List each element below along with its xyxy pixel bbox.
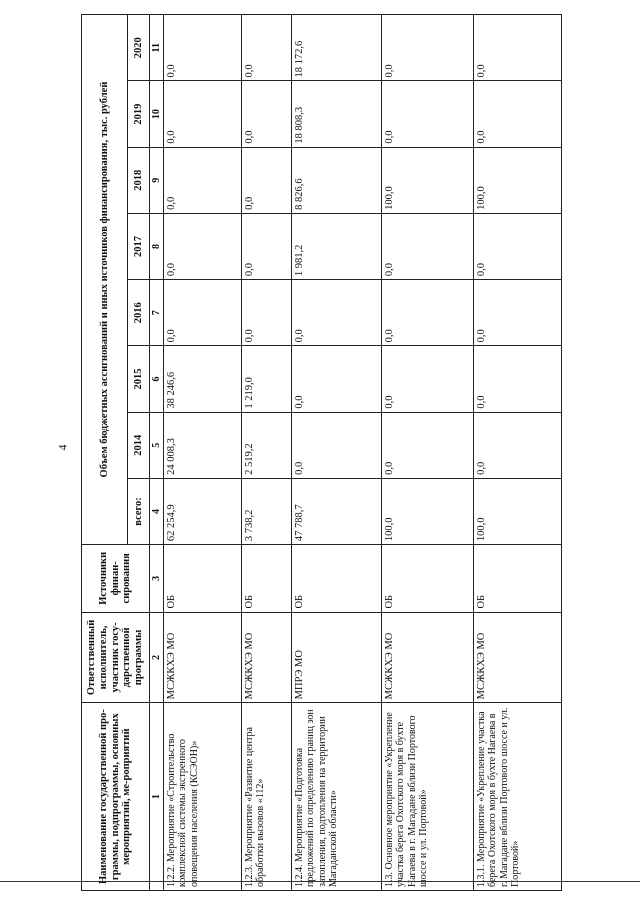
row-executor: МСЖКХЭ МО	[242, 612, 292, 703]
row-value: 1 981,2	[292, 213, 382, 279]
row-value: 0,0	[164, 147, 242, 213]
table-row	[292, 15, 382, 891]
header-executor: Ответственный исполнитель, участник госу-дарственной программы	[82, 612, 150, 703]
row-value: 1 219,0	[242, 346, 292, 412]
row-value: 0,0	[292, 346, 382, 412]
row-value-total: 47 788,7	[292, 478, 382, 544]
header-name: Наименование государственной про-граммы, подпрограммы, основных мероприятий, ме-роприятий	[82, 703, 150, 891]
header-year: 2015	[128, 346, 150, 412]
row-value: 0,0	[242, 15, 292, 81]
row-value: 24 008,3	[164, 412, 242, 478]
page-bottom-rule	[0, 881, 640, 882]
row-value: 0,0	[292, 412, 382, 478]
row-value: 0,0	[164, 81, 242, 147]
row-executor: МСЖКХЭ МО	[474, 612, 562, 703]
table-row	[382, 15, 474, 891]
row-value: 0,0	[382, 412, 474, 478]
row-value: 0,0	[242, 81, 292, 147]
header-total: всего:	[128, 478, 150, 544]
header-year: 2019	[128, 81, 150, 147]
row-name: 1.2.2. Мероприятие «Строительство комплексной системы экстренного оповещения населения (КСЭОН)»	[164, 703, 242, 891]
row-value: 0,0	[382, 81, 474, 147]
row-value: 0,0	[474, 81, 562, 147]
header-year: 2016	[128, 280, 150, 346]
row-source: ОБ	[164, 545, 242, 612]
header-volume: Объем бюджетных ассигнований и иных источников финансирования, тыс. рублей	[82, 15, 128, 545]
column-number: 3	[150, 545, 164, 612]
row-value-total: 100,0	[474, 478, 562, 544]
column-number: 1	[150, 703, 164, 891]
row-value: 0,0	[292, 280, 382, 346]
column-number: 5	[150, 412, 164, 478]
header-year: 2017	[128, 213, 150, 279]
row-executor: МСЖКХЭ МО	[382, 612, 474, 703]
row-value: 0,0	[164, 280, 242, 346]
column-number-row	[150, 15, 164, 891]
row-executor: МПРЭ МО	[292, 612, 382, 703]
row-value: 0,0	[382, 15, 474, 81]
row-value: 0,0	[164, 15, 242, 81]
row-value: 0,0	[474, 15, 562, 81]
row-value: 100,0	[474, 147, 562, 213]
row-value-total: 3 738,2	[242, 478, 292, 544]
column-number: 8	[150, 213, 164, 279]
row-value: 0,0	[474, 280, 562, 346]
row-value: 0,0	[474, 213, 562, 279]
row-source: ОБ	[292, 545, 382, 612]
row-value: 0,0	[382, 346, 474, 412]
row-value: 0,0	[382, 213, 474, 279]
row-value-total: 100,0	[382, 478, 474, 544]
row-value-total: 62 254,9	[164, 478, 242, 544]
row-value: 0,0	[242, 280, 292, 346]
column-number: 7	[150, 280, 164, 346]
row-value: 2 519,2	[242, 412, 292, 478]
row-source: ОБ	[474, 545, 562, 612]
column-number: 6	[150, 346, 164, 412]
row-value: 0,0	[474, 346, 562, 412]
page-number: 4	[55, 444, 70, 451]
row-executor: МСЖКХЭ МО	[164, 612, 242, 703]
financing-table	[81, 14, 562, 891]
column-number: 2	[150, 612, 164, 703]
row-source: ОБ	[242, 545, 292, 612]
row-value: 18 808,3	[292, 81, 382, 147]
row-value: 0,0	[382, 280, 474, 346]
row-source: ОБ	[382, 545, 474, 612]
column-number: 10	[150, 81, 164, 147]
header-year: 2018	[128, 147, 150, 213]
column-number: 9	[150, 147, 164, 213]
row-value: 0,0	[164, 213, 242, 279]
row-value: 8 826,6	[292, 147, 382, 213]
column-number: 4	[150, 478, 164, 544]
header-row-1	[82, 15, 128, 891]
row-name: 1.3. Основное мероприятие «Укрепление участка берега Охотского моря в бухте Нагаева в г. Магадане вблизи Портового шоссе и ул. Портовой»	[382, 703, 474, 891]
row-name: 1.3.1. Мероприятие «Укрепление участка берега Охотского моря в бухте Нагаева в г. Магадане вблизи Портового шоссе и ул. Портовой»	[474, 703, 562, 891]
header-source: Источники финан-сирования	[82, 545, 150, 612]
row-value: 38 246,6	[164, 346, 242, 412]
row-value: 0,0	[242, 147, 292, 213]
table-row	[474, 15, 562, 891]
table-row	[164, 15, 242, 891]
table-row	[242, 15, 292, 891]
header-year: 2020	[128, 15, 150, 81]
row-value: 18 172,6	[292, 15, 382, 81]
row-value: 0,0	[242, 213, 292, 279]
row-value: 0,0	[474, 412, 562, 478]
row-name: 1.2.3. Мероприятие «Развитие центра обработки вызовов «112»	[242, 703, 292, 891]
row-name: 1.2.4. Мероприятие «Подготовка предложений по определению границ зон затопления, подтопления на территории Магаданской области»	[292, 703, 382, 891]
column-number: 11	[150, 15, 164, 81]
header-year: 2014	[128, 412, 150, 478]
rotated-table-container	[81, 14, 561, 891]
row-value: 100,0	[382, 147, 474, 213]
